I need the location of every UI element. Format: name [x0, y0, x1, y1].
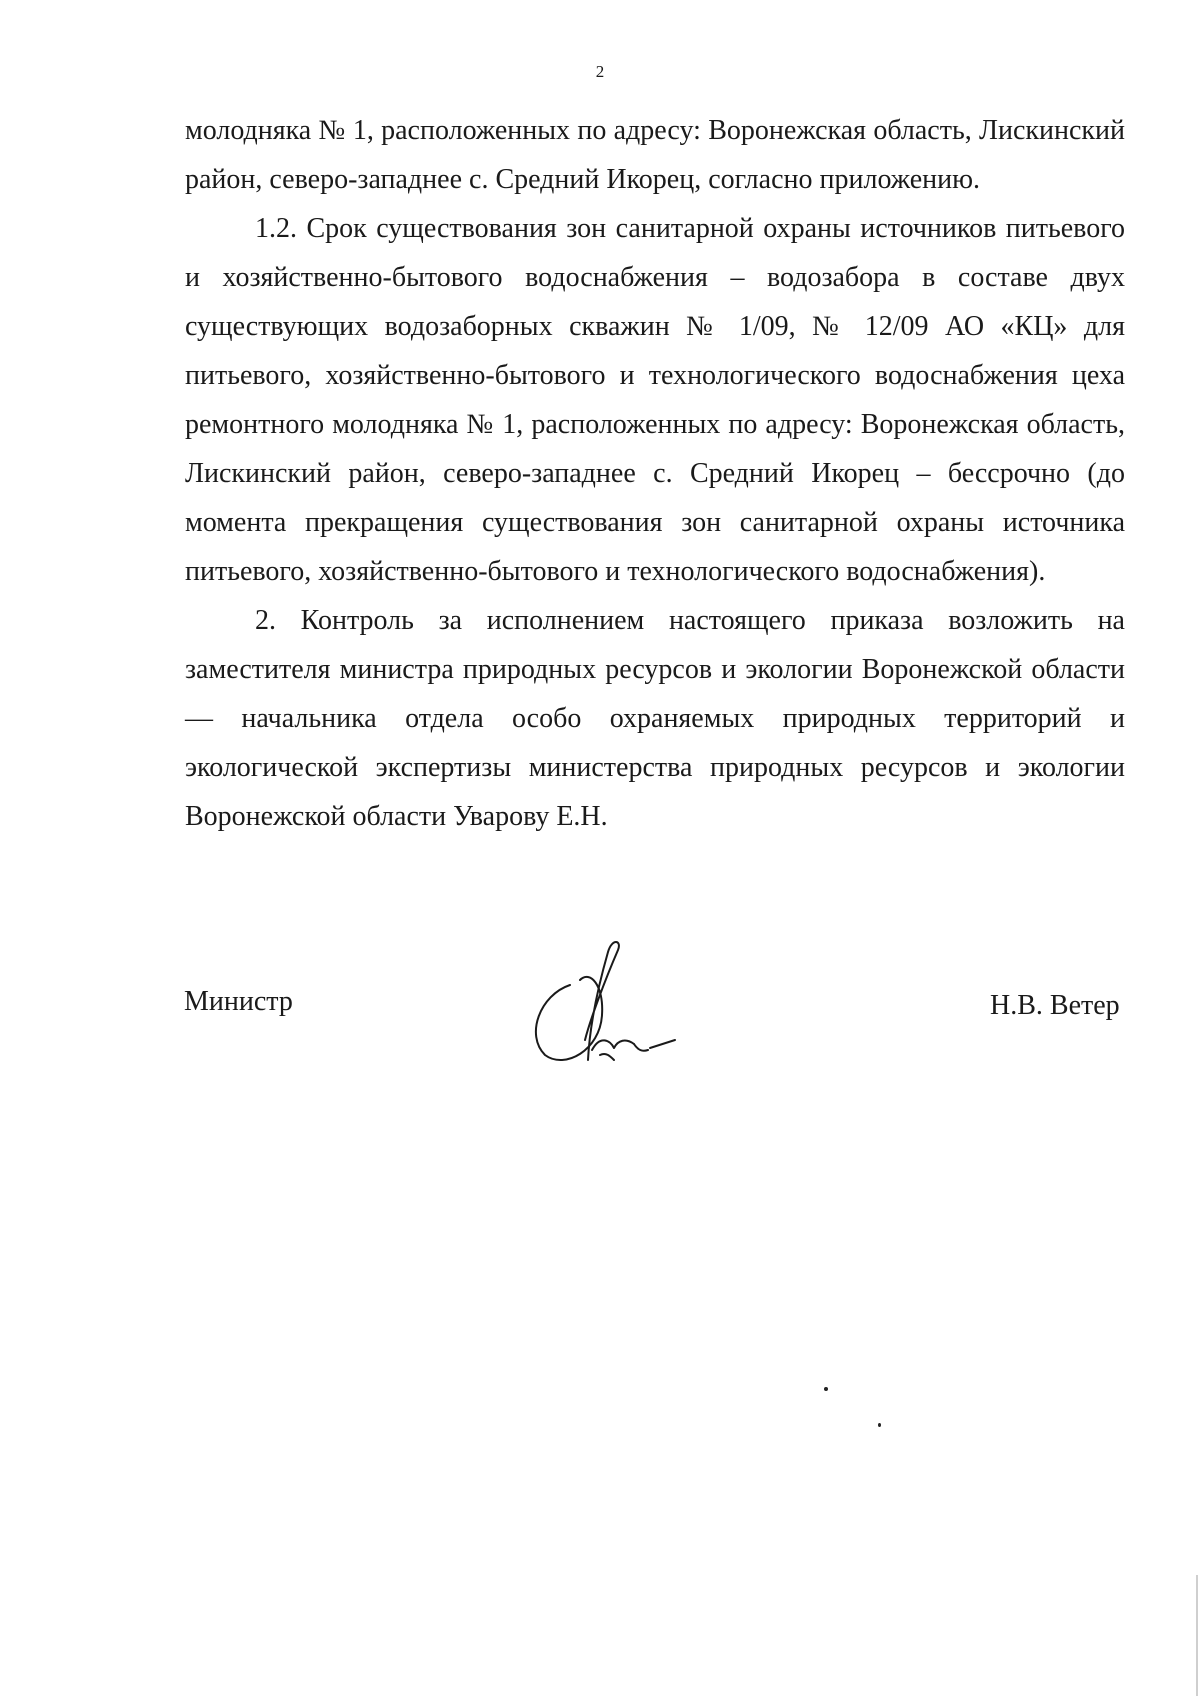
paragraph-2: 2. Контроль за исполнением настоящего приказа возложить на заместителя министра природных ресурсов и экологии Воронежской области — начальника отдела особо охраняемых природных территорий и экологической экспертизы министерства природных ресурсов и экологии Воронежской области Уварову Е.Н.	[185, 605, 1125, 832]
scan-speck	[878, 1423, 881, 1427]
scan-edge-line	[1196, 1575, 1198, 1696]
signer-name: Н.В. Ветер	[990, 990, 1120, 1021]
signer-position: Министр	[184, 986, 293, 1017]
page-number: 2	[595, 62, 605, 81]
handwritten-signature	[530, 940, 710, 1075]
paragraph-1-2: 1.2. Срок существования зон санитарной охраны источников питьевого и хозяйственно-бытового водоснабжения – водозабора в составе двух существующих водозаборных скважин № 1/09, № 12/09 АО «КЦ» для питьевого, хозяйственно-бытового и технологического водоснабжения цеха ремонтного молодняка № 1, расположенных по адресу: Воронежская область, Лискинский район, северо-западнее с. Средний Икорец – бессрочно (до момента прекращения существования зон санитарной охраны источника питьевого, хозяйственно-бытового и технологического водоснабжения).	[185, 213, 1125, 587]
scan-speck	[824, 1387, 828, 1391]
paragraph-continuation: молодняка № 1, расположенных по адресу: Воронежская область, Лискинский район, северо-западнее с. Средний Икорец, согласно приложению.	[185, 115, 1125, 195]
document-body	[185, 106, 1125, 841]
